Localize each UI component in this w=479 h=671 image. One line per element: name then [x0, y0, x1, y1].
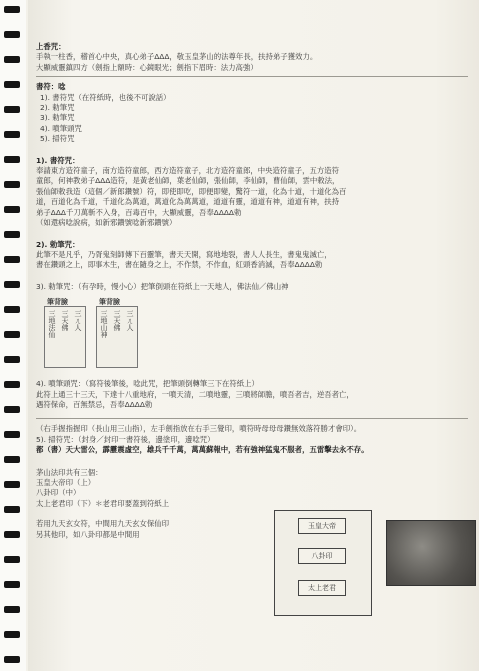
text-line: 另其他印，如八卦印都是中間用: [36, 529, 140, 539]
charm-column: 三地山神: [100, 310, 108, 339]
binding-ring: [4, 456, 20, 463]
binding-ring: [4, 81, 20, 88]
seal-label: 八卦印: [298, 548, 346, 564]
binding-ring: [4, 556, 20, 563]
binding-ring: [4, 106, 20, 113]
text-line: 書在鑽頭之上，即事木生，書在隨身之上，不作禁，不作血，紅頭香消滅，吾奉ΔΔΔΔ勅: [36, 260, 323, 270]
sec4-heading: 3). 勅筆咒：（有孕時，慢小心）把筆倒頭在符紙上一天地人，佛法仙／佛山神: [36, 281, 289, 291]
text-line: 都（書）天大雷公，霹靂震虛空，雄兵千千萬，萬萬蘇報中，若有強神猛鬼不服者，五雷擊去永不存。: [36, 445, 369, 455]
list-item: 玉皇大帝印（上）: [36, 477, 96, 487]
charm-column: 三ㄦ人: [126, 310, 134, 332]
binding-ring: [4, 506, 20, 513]
binding-ring: [4, 531, 20, 538]
charm-column: 三地法仙: [48, 310, 56, 339]
binding-ring: [4, 156, 20, 163]
text-line: 童郎，何神教弟子ΔΔΔ造符，是黃老仙師，葉老仙師，張仙師，李仙師，曹仙師，雲中敕法，: [36, 176, 340, 186]
seal-label: 太上老君: [298, 580, 346, 596]
list-item: 4). 噴筆頭咒: [40, 123, 82, 133]
binding-ring: [4, 481, 20, 488]
list-item: 八卦印（中）: [36, 488, 81, 498]
incense-line-1: 手執一柱香，稽首心中央，真心弟子ΔΔΔ，敬玉皇茅山的法尊年長，扶持弟子獲效力。: [36, 52, 318, 62]
charm-title: 筆背臉: [99, 298, 120, 307]
incense-line-2: 大顯威靈鎮四方（劍指上額時：心鏡眼光；劍指下眉時：法力高強）: [36, 62, 258, 72]
binding-ring: [4, 631, 20, 638]
list-item: 1). 書符咒（在符紙時，也後不可說話）: [40, 92, 171, 102]
charm-diagram-2: [96, 298, 138, 368]
text-line: 道，百道化為千道，千道化為萬道，萬道化為萬萬道，道道有靈，道道有神，道道有神，扶持: [36, 197, 340, 207]
binding-ring: [4, 431, 20, 438]
binding-ring: [4, 381, 20, 388]
text-line: 若用九天玄女符，中間用九天玄女保仙印: [36, 519, 170, 529]
binding-ring: [4, 231, 20, 238]
page-content: [36, 42, 468, 540]
text-line: 此符上通三十三天，下達十八重地府，一噴天清，二噴地靈，三噴將師膽，噴吾者吉，逆吾者亡，: [36, 389, 354, 399]
divider: [36, 418, 468, 419]
incense-heading: 上香咒：: [36, 42, 66, 51]
sec5-heading: 4). 噴筆頭咒：（寫符後筆後，唸此咒，把筆頭倒轉筆三下在符紙上）: [36, 379, 259, 389]
binding-ring: [4, 256, 20, 263]
charm-title: 筆背臉: [47, 298, 68, 307]
list-item: 5). 掃符咒: [40, 134, 75, 144]
stamp-note: （右手握指握印（長山用三山指），左手劍指放在右手三覺印，噴符時母母母鑽無效落符勝才會印）。: [36, 424, 362, 434]
text-line: 張仙師敕我造（這個／新郎鑽號）符，即使即吃，即便即變，驚符一道，化為十道，十道化為百: [36, 186, 347, 196]
spiral-binding: [0, 0, 26, 671]
text-line: 奉請東方造符童子，南方造符童郎，西方造符童子，北方造符童郎，中央造符童子，五方造符: [36, 166, 340, 176]
text-line: 遇符保命，百無禁忌，吾奉ΔΔΔΔ勅: [36, 399, 153, 409]
binding-ring: [4, 606, 20, 613]
binding-ring: [4, 331, 20, 338]
sec6-heading: 5). 掃符咒：（封身／封印一書符後，邊塗印，邊唸咒）: [36, 434, 215, 444]
list-item: 2). 勅筆咒: [40, 103, 75, 113]
list-item: 3). 勅筆咒: [40, 113, 75, 123]
binding-ring: [4, 281, 20, 288]
binding-ring: [4, 356, 20, 363]
divider: [36, 76, 468, 77]
binding-ring: [4, 131, 20, 138]
text-line: 此筆不是凡乎，乃胥鬼刻師傳下百靈筆，書天天開，寫地地裂，書人人長生，書鬼鬼滅亡，: [36, 249, 332, 259]
list-item: 太上老君印（下）＊老君印要蓋到符紙上: [36, 498, 170, 508]
sec7-heading: 茅山法印共有三個：: [36, 467, 103, 477]
charm-diagram-1: [44, 298, 86, 368]
seal-photo: [386, 520, 476, 586]
charm-diagrams: [44, 298, 468, 368]
text-line: （如還病唸說病，如新邪鑽號唸新邪鑽號）: [36, 218, 177, 228]
text-line: 弟子ΔΔΔ千刀萬斬不入身，百毒百中，大顯威靈，吾奉ΔΔΔΔ勅: [36, 207, 242, 217]
seal-label: 玉皇大帝: [298, 518, 346, 534]
sec1-heading: 書符：唸: [36, 82, 66, 92]
binding-ring: [4, 56, 20, 63]
binding-ring: [4, 6, 20, 13]
sec3-heading: 2). 勅筆咒：: [36, 239, 80, 249]
binding-ring: [4, 406, 20, 413]
charm-column: 三天佛: [61, 310, 69, 332]
binding-ring: [4, 31, 20, 38]
binding-ring: [4, 656, 20, 663]
charm-column: 三ㄦ人: [74, 310, 82, 332]
notebook-page: [28, 0, 479, 671]
binding-ring: [4, 206, 20, 213]
charm-column: 三天佛: [113, 310, 121, 332]
sec2-heading: 1). 書符咒：: [36, 155, 80, 165]
binding-ring: [4, 181, 20, 188]
binding-ring: [4, 581, 20, 588]
binding-ring: [4, 306, 20, 313]
